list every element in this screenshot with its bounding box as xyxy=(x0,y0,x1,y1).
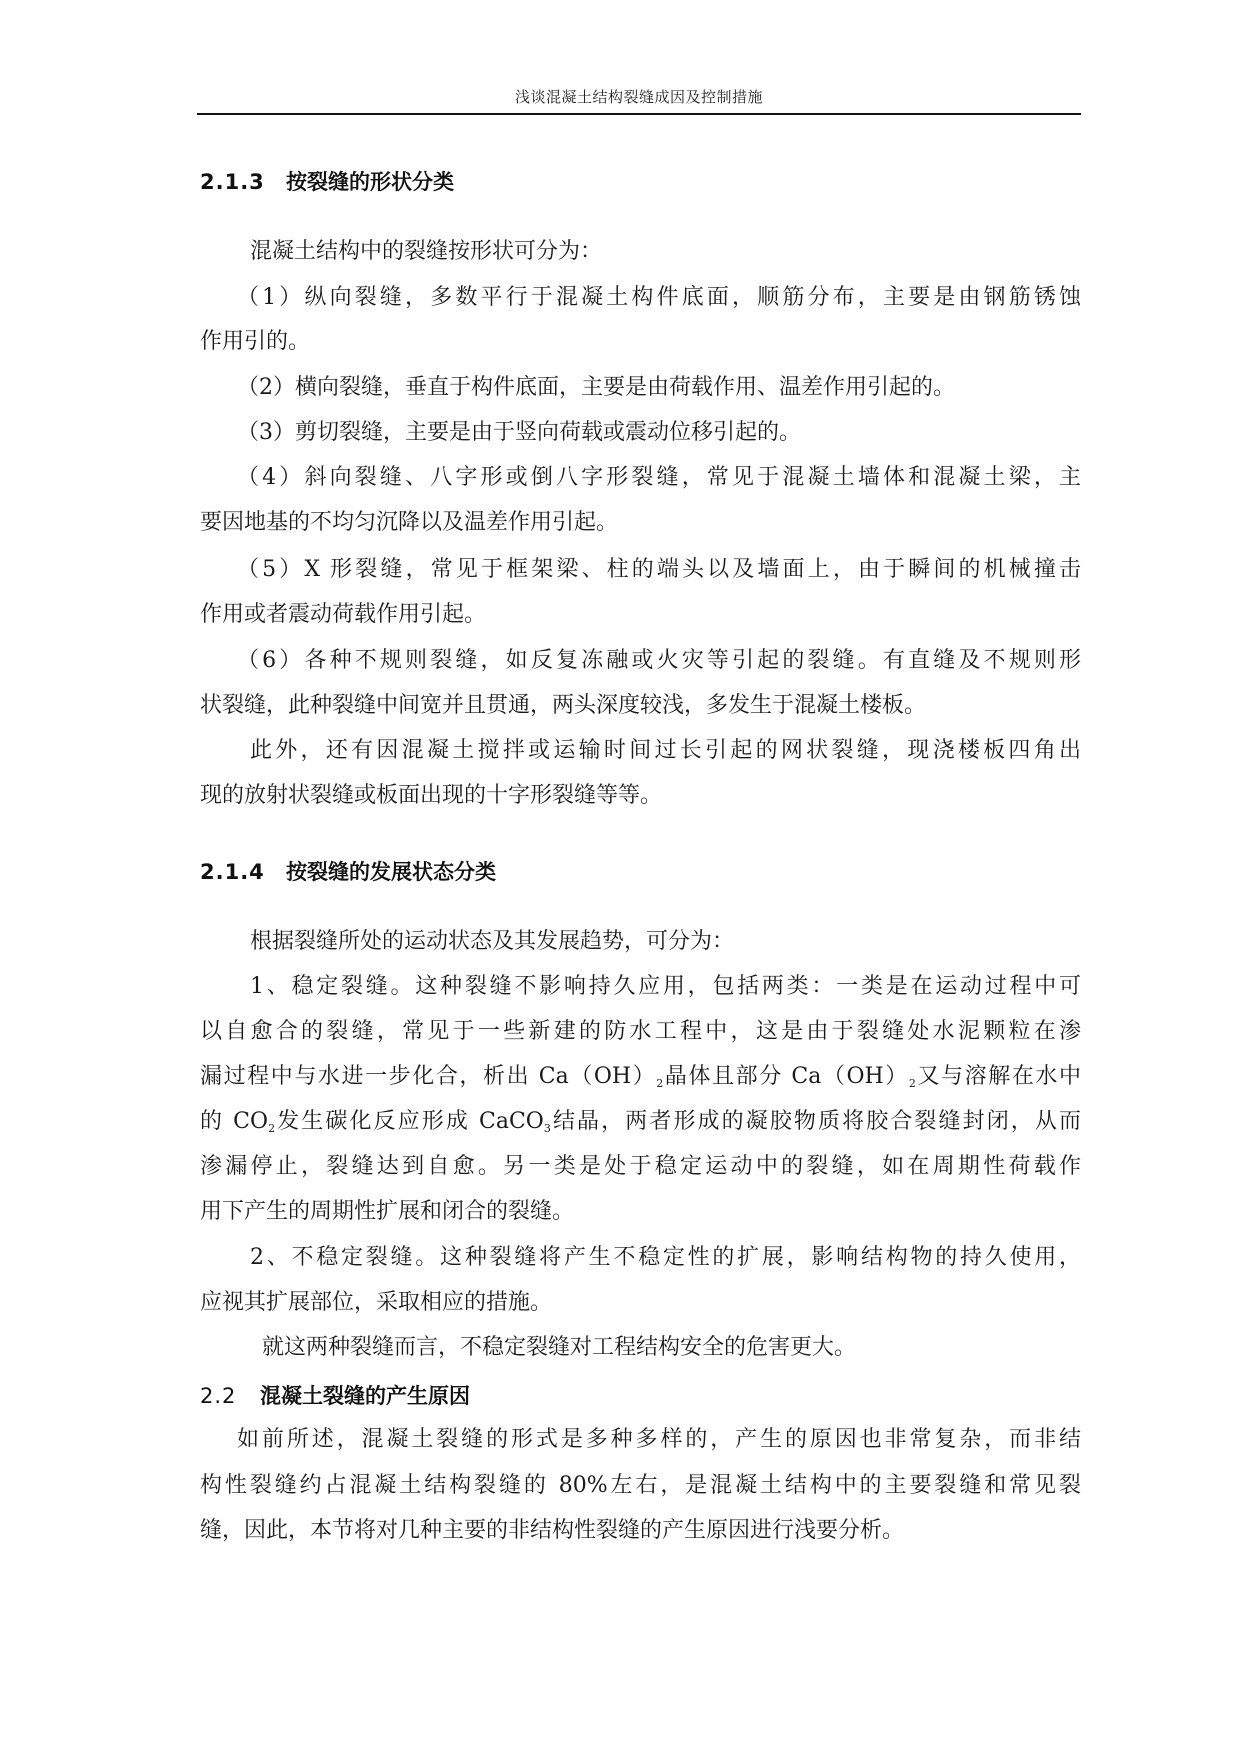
paragraph-line: 状裂缝，此种裂缝中间宽并且贯通，两头深度较浅，多发生于混凝土楼板。 xyxy=(200,693,927,718)
section-number: 2.1.3 xyxy=(200,170,265,194)
header-rule xyxy=(197,113,1081,115)
paragraph-line-with-formula: 的 $CO_2$发生碳化反应形成 CaCO$_3$结晶，两者形成的凝胶物质将胶合裂缝封闭，从而 xyxy=(200,1109,1081,1135)
section-title: 混凝土裂缝的产生原因 xyxy=(260,1384,470,1408)
paragraph-line: 缝，因此，本节将对几种主要的非结构性裂缝的产生原因进行浅要分析。 xyxy=(200,1518,905,1543)
paragraph-line: （4）斜向裂缝、八字形或倒八字形裂缝，常见于混凝土墙体和混凝土梁，主 xyxy=(237,465,1081,490)
section-heading-2-1-4 xyxy=(200,856,496,886)
paragraph-line: 如前所述，混凝土裂缝的形式是多种多样的，产生的原因也非常复杂，而非结 xyxy=(237,1427,1081,1452)
paragraph-line: 此外，还有因混凝土搅拌或运输时间过长引起的网状裂缝，现浇楼板四角出 xyxy=(250,738,1081,763)
paragraph-line-with-formula: 漏过程中与水进一步化合，析出 $Ca(OH)_2$晶体且部分 $Ca(OH)_2$又与溶解在水中 xyxy=(200,1064,1081,1090)
paragraph-line: （1）纵向裂缝，多数平行于混凝土构件底面，顺筋分布，主要是由钢筋锈蚀 xyxy=(237,285,1081,310)
paragraph-line: 作用或者震动荷载作用引起。 xyxy=(200,602,487,627)
paragraph-line: 就这两种裂缝而言，不稳定裂缝对工程结构安全的危害更大。 xyxy=(262,1335,857,1360)
paragraph-line: （3）剪切裂缝，主要是由于竖向荷载或震动位移引起的。 xyxy=(237,420,801,445)
section-number: 2.2 xyxy=(200,1384,237,1408)
paragraph-line: 渗漏停止，裂缝达到自愈。另一类是处于稳定运动中的裂缝，如在周期性荷载作 xyxy=(200,1154,1081,1179)
paragraph-line: 作用引的。 xyxy=(200,329,311,354)
paragraph-line: 2、不稳定裂缝。这种裂缝将产生不稳定性的扩展，影响结构物的持久使用， xyxy=(250,1245,1081,1270)
paragraph-line: 1、稳定裂缝。这种裂缝不影响持久应用，包括两类：一类是在运动过程中可 xyxy=(250,974,1081,999)
paragraph-line: 现的放射状裂缝或板面出现的十字形裂缝等等。 xyxy=(200,783,663,808)
paragraph-line: 用下产生的周期性扩展和闭合的裂缝。 xyxy=(200,1199,575,1224)
paragraph-line: 要因地基的不均匀沉降以及温差作用引起。 xyxy=(200,510,619,535)
section-heading-2-2 xyxy=(200,1380,470,1410)
paragraph-line: 以自愈合的裂缝，常见于一些新建的防水工程中，这是由于裂缝处水泥颗粒在渗 xyxy=(200,1019,1081,1044)
running-header: 浅谈混凝土结构裂缝成因及控制措施 xyxy=(514,88,763,106)
paragraph-line: 构性裂缝约占混凝土结构裂缝的 80%左右，是混凝土结构中的主要裂缝和常见裂 xyxy=(200,1473,1081,1498)
section-title: 按裂缝的发展状态分类 xyxy=(286,860,496,884)
paragraph-line: （2）横向裂缝，垂直于构件底面，主要是由荷载作用、温差作用引起的。 xyxy=(237,375,955,400)
section-title: 按裂缝的形状分类 xyxy=(286,170,454,194)
paragraph-line: 应视其扩展部位，采取相应的措施。 xyxy=(200,1290,553,1315)
section-number: 2.1.4 xyxy=(200,860,265,884)
paragraph-line: 根据裂缝所处的运动状态及其发展趋势，可分为： xyxy=(250,929,735,954)
section-heading-2-1-3 xyxy=(200,166,454,196)
paragraph-line: （5）X 形裂缝，常见于框架梁、柱的端头以及墙面上，由于瞬间的机械撞击 xyxy=(237,557,1081,582)
paragraph-line: （6）各种不规则裂缝，如反复冻融或火灾等引起的裂缝。有直缝及不规则形 xyxy=(237,648,1081,673)
paragraph-line: 混凝土结构中的裂缝按形状可分为： xyxy=(250,239,603,264)
